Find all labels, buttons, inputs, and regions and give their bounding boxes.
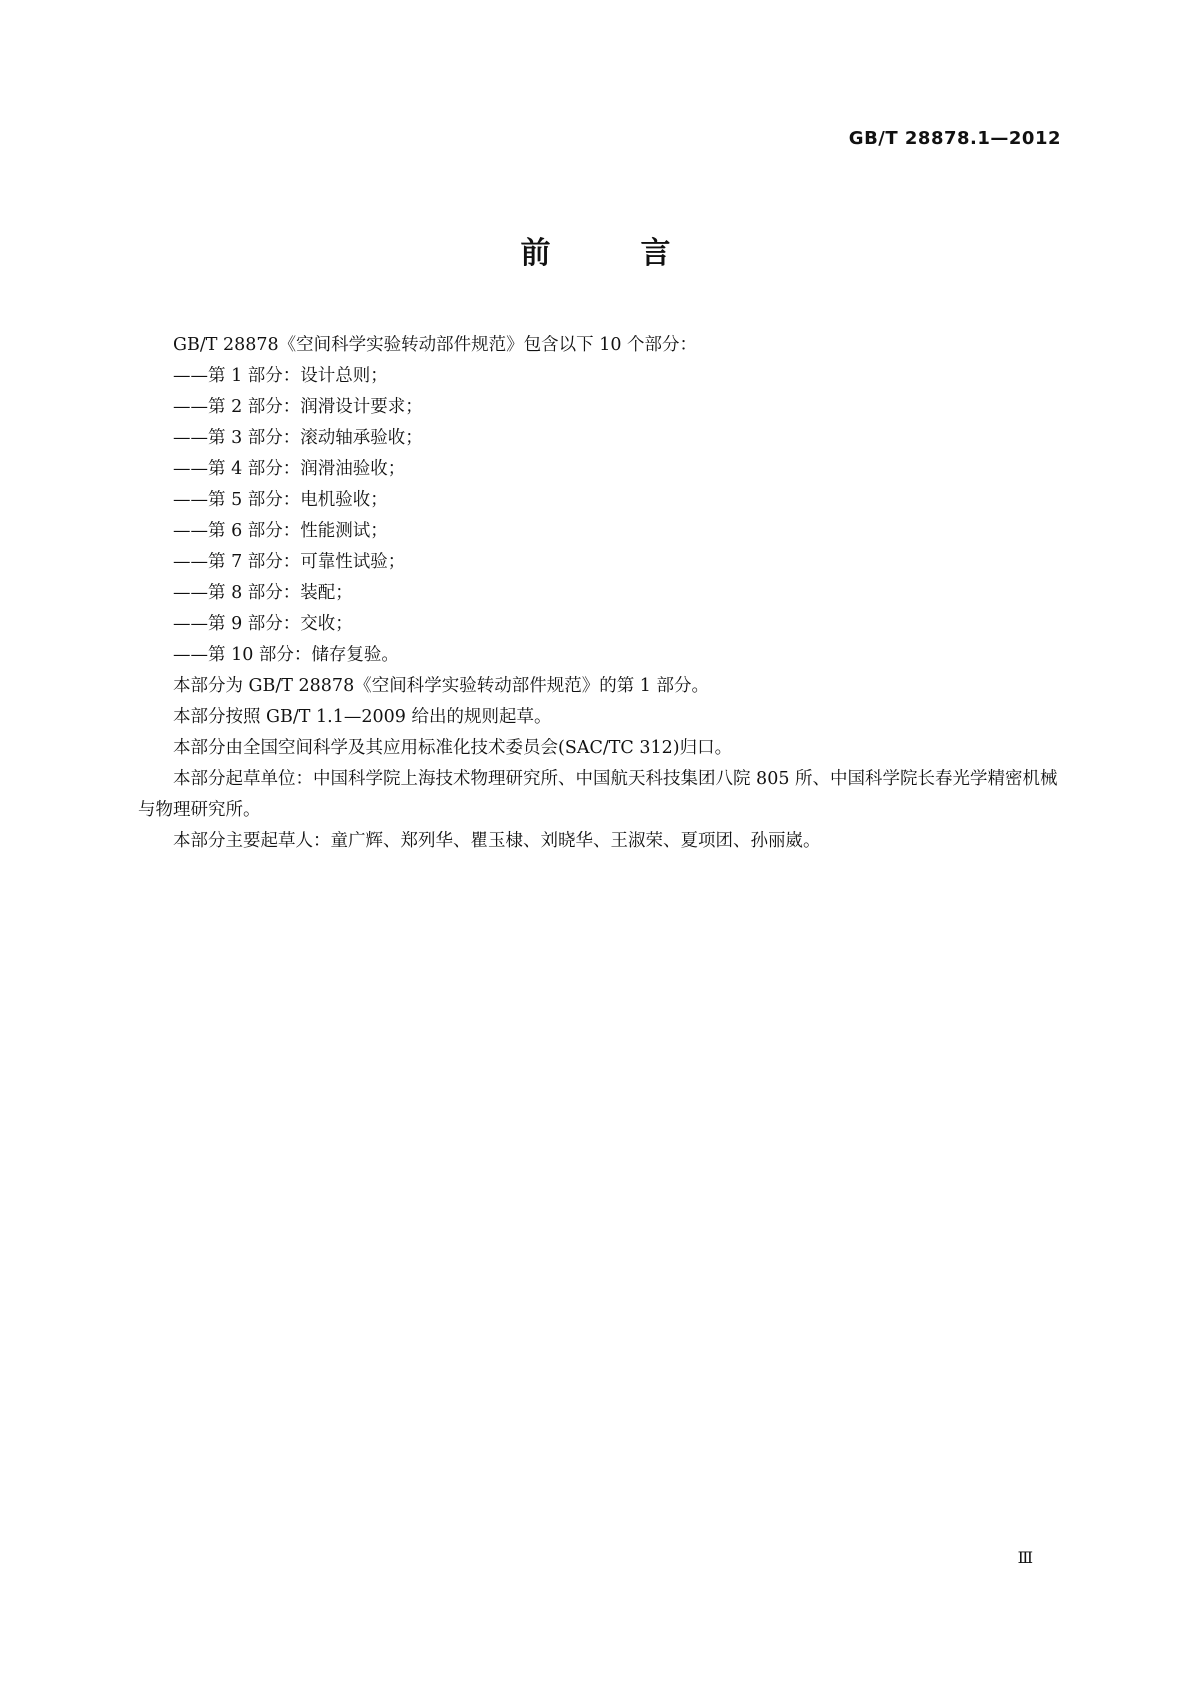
part-statement-paragraph: 本部分为 GB/T 28878《空间科学实验转动部件规范》的第 1 部分。 (173, 676, 709, 696)
document-code: GB/T 28878.1—2012 (848, 128, 1061, 149)
intro-paragraph: GB/T 28878《空间科学实验转动部件规范》包含以下 10 个部分： (173, 335, 698, 355)
list-item: ——第 4 部分：润滑油验收； (173, 459, 406, 479)
list-item: ——第 6 部分：性能测试； (173, 521, 388, 541)
list-item: ——第 10 部分：储存复验。 (173, 645, 399, 665)
page-title: 前 言 (520, 236, 701, 271)
committee-paragraph: 本部分由全国空间科学及其应用标准化技术委员会(SAC/TC 312)归口。 (173, 738, 733, 758)
drafters-paragraph: 本部分主要起草人：童广辉、郑列华、瞿玉棣、刘晓华、王淑荣、夏项团、孙丽崴。 (173, 831, 821, 851)
drafting-rules-paragraph: 本部分按照 GB/T 1.1—2009 给出的规则起草。 (173, 707, 552, 727)
list-item: ——第 1 部分：设计总则； (173, 366, 388, 386)
list-item: ——第 2 部分：润滑设计要求； (173, 397, 423, 417)
list-item: ——第 5 部分：电机验收； (173, 490, 388, 510)
drafting-units-paragraph: 本部分起草单位：中国科学院上海技术物理研究所、中国航天科技集团八院 805 所、中国科学院长春光学精密机械与物理研究所。 (138, 769, 1058, 820)
page-number: Ⅲ (1017, 1548, 1033, 1567)
list-item: ——第 7 部分：可靠性试验； (173, 552, 406, 572)
list-item: ——第 9 部分：交收； (173, 614, 353, 634)
parts-list (138, 361, 1058, 671)
foreword-body (138, 330, 1058, 857)
list-item: ——第 3 部分：滚动轴承验收； (173, 428, 423, 448)
list-item: ——第 8 部分：装配； (173, 583, 353, 603)
